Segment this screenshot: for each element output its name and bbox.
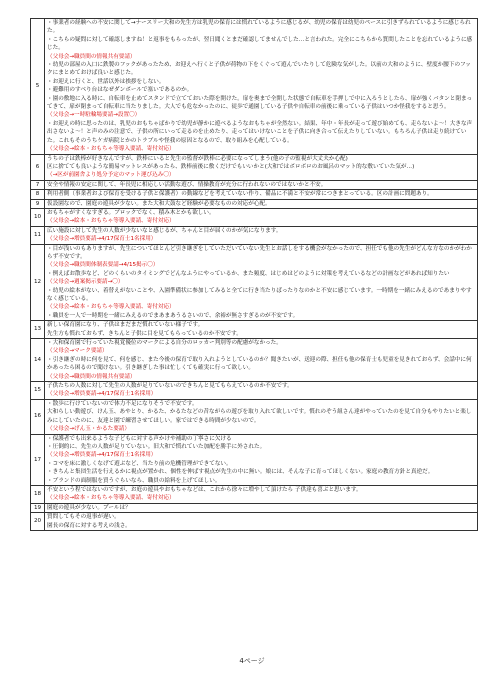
response-note: （父母会→一時駐輪場要請→設置〇） [47, 112, 141, 119]
response-note: （→区が前園舎より処分予定のマット運び込み〇） [47, 172, 175, 179]
row-number: 12 [31, 244, 45, 321]
row-number: 6 [31, 154, 45, 180]
comment-line: 広い施設に対して先生の人数が少ないなと感じるが、ちゃんと目が届くのかが気になります。 [47, 227, 282, 234]
comment-line: 質問してもその返事が遅い。 [47, 514, 120, 521]
table-row [31, 339, 478, 382]
comment-line: ・保護者でも出来るような子どもに対する声かけや補助の丁寧さに欠ける [47, 435, 232, 442]
response-note: （父母会→週案掲示要請→〇） [47, 279, 124, 286]
row-number: 13 [31, 321, 45, 339]
comment-line: ・ブランドの面制服を買うぐらいなら、職員の給料を上げてほしい。 [47, 477, 221, 484]
row-comment [45, 513, 478, 531]
row-comment [45, 339, 478, 382]
row-number: 18 [31, 485, 45, 503]
comment-line: 利用者側（事業者および保育を受ける子供と保護者）の動線などを考えていない作り、備品に不満と不安が常につきまとっている。区の計画に問題あり。 [47, 191, 433, 198]
response-note: （父母会→絵本・おもちゃ等導入要請、寄付対応） [47, 146, 175, 153]
row-comment [45, 399, 478, 434]
comment-line: 安全や情報の安定に関して、年長児に相応しい活動な遊び、情操教育が充分に行われないのではないかと不安。 [47, 181, 327, 188]
response-note: （父母会→絵本・おもちゃ等導入要請、寄付対応） [47, 218, 175, 225]
comment-line: 園庭の遊具が少ない。プールは？ [47, 504, 131, 511]
row-comment [45, 382, 478, 400]
comment-line: ・引き継ぎの時に何を見て、何を感じ、また今後の保育で取り入れようとしているのか？聞きたいが、送迎の際、担任も他の保育士も児童を見きれておらず、会話中に何かあったら困るので聞けない。引き継ぎした事は忙しくても確実に行って欲しい。 [47, 356, 472, 372]
comment-line: 園長の保育に対する考えの浅さ。 [47, 522, 131, 529]
comment-line: ・幼児の部屋の入口に鉄製のフックがあったため、お迎えへ行くと子供が荷物の下をくぐって遊んでいたりして危険な気がした。以前の大和のように、壁度か腰下のフックにまとめておけば良いと感じた。 [47, 62, 471, 77]
row-number: 10 [31, 208, 45, 226]
comment-line: 区に捨てても良いような簡易マットレスがあったら、鉄棒前後に敷くだけでもいいかと(大和ではボロボロのお風呂のマット的な敷いていた気が…) [47, 163, 415, 170]
table-row [31, 244, 478, 321]
page-number: 4ページ [239, 657, 265, 665]
comment-line: 新しい保育園になり、子供はまだまだ慣れていない様子です。 [47, 322, 204, 329]
comment-line: ・散歩に行けていないので体力不足になりそうで不安です。 [47, 400, 198, 407]
comment-line: ・お迎えの時に思ったのは、乳児のおもちゃばかりで幼児が静かに遊べるようなおもちゃが全然ない。結果、年中・年長が走って遊び始めても、走らないよ～！大きな声出さないよ～！と声のみの注意で、子供の所にいって走るのを止めたり、走ってはいけないことを子供に向き合って伝えたりしていない。もちろん子供は走り続けていた。これもそのうちケガ病院とかのトラブルや怪我の原因となるので、取り組みを心配している。 [47, 120, 473, 144]
row-number: 20 [31, 513, 45, 531]
comment-line: ・事業者の経験への不安に関して→ナースリー大和の先生方は乳児の保育には慣れているように感じるが、幼児の保育は幼児のペースに引きずられているように感じられた。 [47, 20, 471, 35]
row-comment [45, 190, 478, 199]
comment-line: ・職員を一人で一時期を一緒にみえるのでまあまあうるさいので、余裕が無さすぎるのが不安です。 [47, 312, 299, 319]
row-comment [45, 434, 478, 485]
response-note: （父母会→職員間体制表要請→4/15掲示〇） [47, 262, 159, 269]
row-number: 7 [31, 180, 45, 189]
table-row [31, 513, 478, 531]
row-comment [45, 485, 478, 503]
response-note: （父母会→増員要請→4/17保育士1名採用） [47, 391, 157, 398]
survey-table-body [31, 19, 478, 531]
comment-line: ・例えばお散歩など、どのくらいのタイミングでどんなふうにやっているか、また頻度、はじめはどのように対策を考えているなどの計画などがあれば知りたい [47, 270, 450, 277]
comment-line: ・こちらの疑問に対して確認しますね！と返事をもらったが、翌日聞くとまだ確認してませんでした…と言われた。完全にこちらから質問したことを忘れているように感じた。 [47, 36, 473, 52]
table-row [31, 208, 478, 226]
comment-line: ・目が浅いのもありますが、先生についてほとんど引き継ぎをしていただいていない先生とお話しをする機会がなかったので、担任でも他の先生がどんな方なのかがわからず不安です。 [47, 245, 472, 260]
row-comment [45, 19, 478, 155]
comment-line: ・圧倒的に、先生の人数が足りていない。旧大和で慣れていた加配を勝手に外された。 [47, 443, 266, 450]
comment-line: 仮設園なので、園庭の遊具が少ない。また大和大鼓など経験が必要なものの対応が心配。 [47, 200, 271, 207]
row-number: 14 [31, 339, 45, 382]
table-row [31, 503, 478, 512]
row-number: 11 [31, 226, 45, 244]
table-row [31, 321, 478, 339]
table-row [31, 190, 478, 199]
row-comment [45, 208, 478, 226]
row-comment [45, 154, 478, 180]
response-note: （父母会→げん玉・かるた要請） [47, 426, 130, 433]
table-row [31, 180, 478, 189]
table-row [31, 19, 478, 155]
comment-line: おもちゃがすくなすぎる。ブロックでなく、積み木とかも欲しい。 [47, 209, 215, 216]
row-number: 17 [31, 434, 45, 485]
response-note: （父母会→職員間の情報共有要請） [47, 53, 136, 60]
row-comment [45, 503, 478, 512]
table-row [31, 485, 478, 503]
row-comment [45, 244, 478, 321]
comment-line: ・園の敷地に入る時に、自転車を止めてスタンドで立てておいた際を開けた。扉を奥まで全開した状態で自転車を手押しで中に入ろうとしたら、扉が強くバタンと閉まってきて、扉が閉まって自転車に当たりました。大人でも危なかったのに、徒歩で通園している子供や自転車の前後に乗っている子供はいつか怪我をすると思う。 [47, 95, 473, 111]
response-note: （父母会→マーク要請） [47, 348, 108, 355]
row-number: 5 [31, 19, 45, 155]
comment-line: 子供たちの人数に対して先生の人数が足りていないのできちんと見てもらえているのか不安です。 [47, 383, 293, 390]
table-row [31, 382, 478, 400]
row-comment [45, 199, 478, 208]
response-note: （父母会→増員要請→4/17保育士1名採用） [47, 452, 157, 459]
row-number: 9 [31, 199, 45, 208]
table-row [31, 199, 478, 208]
response-note: （父母会→絵本・おもちゃ等導入要請、寄付対応） [47, 304, 175, 311]
response-note: （父母会→増員要請→4/17保育士1名採用） [47, 236, 157, 243]
comment-line: ・コマを床に激しくなげて遊ぶなど、当たり前の危機管理ができてない。 [47, 460, 232, 467]
comment-line: 大和らしい動遊び、けん玉、あやとり、かるた、かるたなどの昔ながらの遊びを取り入れて欲しいです。慣れのぞう組さん達がやっていたのを見て自分もやりたいと楽しみにしていたのに、友達と園で練習させてほしい。家ではできる時間が少ないので。 [47, 409, 472, 424]
row-number: 16 [31, 399, 45, 434]
table-row [31, 434, 478, 485]
row-comment [45, 180, 478, 189]
comment-line: ・きちんと集団生活を行えるかに視点が置かれ、個性を伸ばす視点が先生の中に無い。娘には、そんな子に育ってほしくない。家庭の教育方針と真逆だ。 [47, 469, 434, 476]
row-comment [45, 321, 478, 339]
comment-line: うちの子は鉄棒が好きなんですが、鉄棒にいると先生の監督が鉄棒に必要になってしまう(他の子の監視が大丈夫か心配) [47, 155, 348, 162]
comment-line: ・避難用のすべり台はなぜダンボールで塞いであるのか。 [47, 87, 193, 94]
comment-line: 先生方も慣れておらず、きちんと子供に目を見てもらっているのか不安です。 [47, 330, 242, 337]
response-note: （父母会→絵本・おもちゃ等導入要請、寄付対応） [47, 495, 175, 502]
comment-line: ・幼児の絵本がない、着替えがないことや、入園準備状に参加してみると全てに行き当たりばったりなのかと不安に感じています。一時期を一緒にみえるのであまりやすなく感じている。 [47, 287, 472, 302]
table-row [31, 154, 478, 180]
row-number: 19 [31, 503, 45, 512]
response-note: （父母会→職員間の情報共有要請） [47, 373, 136, 380]
table-row [31, 399, 478, 434]
comment-line: ・お迎えに行くと、世話以外は挨拶をしない。 [47, 78, 165, 85]
row-number: 15 [31, 382, 45, 400]
survey-table [30, 18, 478, 531]
document-page [30, 18, 478, 531]
comment-line: 不安という程ではないのですが、お庭の遊具やおもちゃなどは、これから徐々に増やして頂けたら 子供達も喜ぶと思います。 [47, 486, 362, 493]
row-comment [45, 226, 478, 244]
row-number: 8 [31, 190, 45, 199]
table-row [31, 226, 478, 244]
comment-line: ・大和保育園で行っていた視覚優位のマークによる自分のロッカー判別等の配慮がなかった。 [47, 340, 282, 347]
